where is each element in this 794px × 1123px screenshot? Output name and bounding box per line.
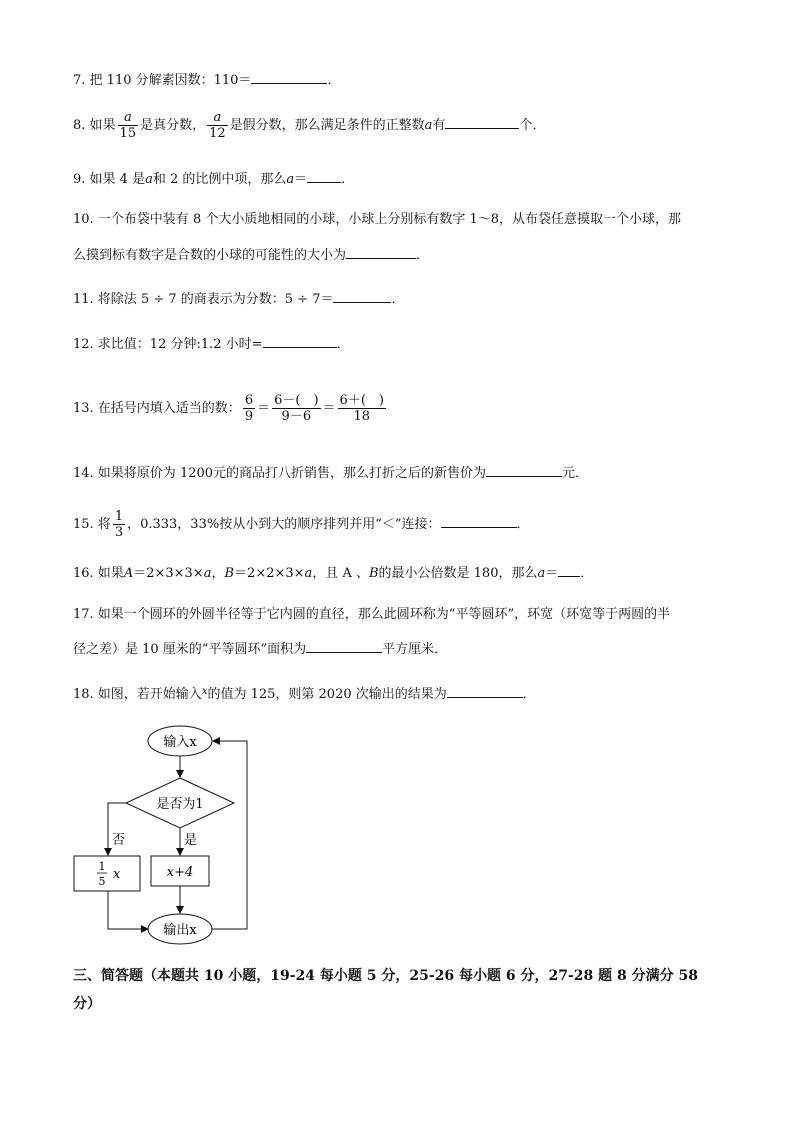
fraction: $\frac{a}{15}$ <box>119 110 137 141</box>
answer-blank[interactable] <box>441 513 517 528</box>
question-text: 7. 把 110 分解素因数：110＝ <box>73 73 252 88</box>
question-9: 9. 如果 4 是a和 2 的比例中项，那么a＝ ． <box>73 168 354 189</box>
answer-blank[interactable] <box>333 288 391 303</box>
question-13: 13. 在括号内填入适当的数： $\frac{6}{9}$ ＝ $\frac{6-( )}{9-6}$ ＝ $\frac{6+( )}{18}$ <box>73 393 384 424</box>
flowchart-left-box <box>74 856 140 891</box>
section-title: 三、简答题（本题共 10 小题，19-24 每小题 5 分，25-26 每小题 6 分，27-28 题 8 分满分 58 分） <box>73 968 699 1012</box>
question-18: 18. 如图，若开始输入$^x$的值为 125，则第 2020 次输出的结果为 ． <box>73 683 536 704</box>
question-17-line-1: 17. 如果一个圆环的外圆半径等于它内圆的直径，那么此圆环称为“平等圆环”，环宽（环宽等于两圆的半 <box>73 607 671 622</box>
question-10-line-1: 10. 一个布袋中装有 8 个大小质地相同的小球，小球上分别标有数字 1～8，从布袋任意摸取一个小球，那 <box>73 212 682 227</box>
flowchart-decision-label: 是否为1 <box>156 797 204 812</box>
question-10-line-2: 么摸到标有数字是合数的小球的可能性的大小为 ． <box>73 244 429 265</box>
answer-blank[interactable] <box>486 462 562 477</box>
svg-text:x: x <box>113 867 121 882</box>
fraction: $\frac{1}{3}$ <box>114 509 124 540</box>
answer-blank[interactable] <box>445 114 519 129</box>
question-8: 8. 如果 $\frac{a}{15}$ 是真分数， $\frac{a}{12}$ 是假分数，那么满足条件的正整数a有 个． <box>73 110 546 141</box>
question-16: 16. 如果A＝2×3×3×a，B＝2×2×3×a，且 A 、B的最小公倍数是 180，那么a＝ ． <box>73 562 593 583</box>
fraction[interactable]: $\frac{6-( )}{9-6}$ <box>274 393 319 424</box>
answer-blank[interactable] <box>558 562 580 577</box>
flowchart-input-label: 输入x <box>163 735 197 750</box>
flowchart-output-label: 输出x <box>163 923 197 938</box>
answer-blank[interactable] <box>251 69 327 84</box>
answer-blank[interactable] <box>307 168 341 183</box>
answer-blank[interactable] <box>263 333 337 348</box>
answer-blank[interactable] <box>306 638 382 653</box>
flowchart <box>60 715 280 955</box>
svg-text:5: 5 <box>98 875 106 888</box>
svg-text:1: 1 <box>98 860 106 873</box>
question-12: 12. 求比值：12 分钟:1.2 小时= ． <box>73 333 350 354</box>
fraction[interactable]: $\frac{6+( )}{18}$ <box>339 393 384 424</box>
question-11: 11. 将除法 5 ÷ 7 的商表示为分数：5 ÷ 7＝ ． <box>73 288 405 309</box>
question-14: 14. 如果将原价为 1200元的商品打八折销售，那么打折之后的新售价为 元． <box>73 462 588 483</box>
question-17-line-2: 径之差）是 10 厘米的“平等圆环”面积为 平方厘米． <box>73 638 447 659</box>
question-15: 15. 将 $\frac{1}{3}$ ，0.333，33%按从小到大的顺序排列并用“＜”连接： ． <box>73 509 530 540</box>
answer-blank[interactable] <box>447 683 523 698</box>
flowchart-yes-label: 是 <box>184 833 198 848</box>
fraction: $\frac{6}{9}$ <box>244 393 254 424</box>
question-7: 7. 把 110 分解素因数：110＝ ． <box>73 69 340 90</box>
flowchart-no-label: 否 <box>112 833 126 848</box>
fraction: $\frac{a}{12}$ <box>209 110 226 141</box>
flowchart-right-box-label: x+4 <box>166 865 194 880</box>
answer-blank[interactable] <box>346 244 416 259</box>
